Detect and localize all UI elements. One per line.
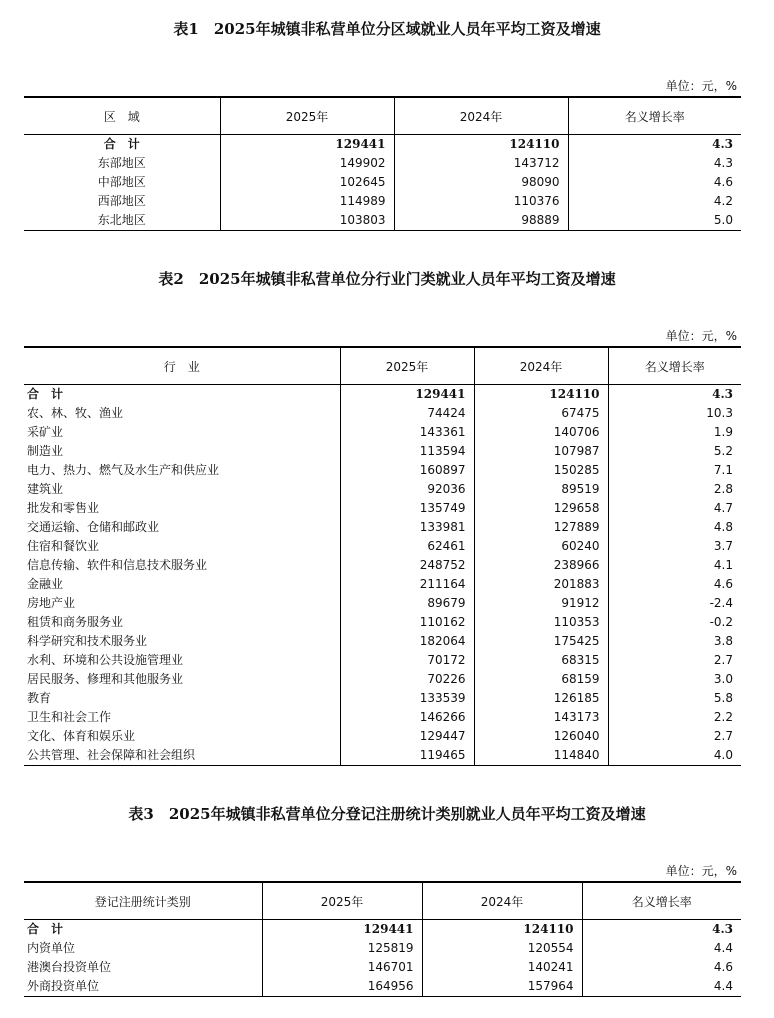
cell-value: 140706 [474,423,608,442]
table-row [24,689,741,708]
cell-value: 3.0 [608,670,741,689]
row-label: 水利、环境和公共设施管理业 [27,653,184,667]
row-label: 科学研究和技术服务业 [27,634,148,648]
table3-unit: 单位：元，% [665,864,737,878]
table-row [24,746,741,766]
cell-value: 68159 [474,670,608,689]
table1-title: 表1 2025年城镇非私营单位分区域就业人员年平均工资及增速 [173,20,601,38]
row-label: 制造业 [27,444,64,458]
cell-value: 150285 [474,461,608,480]
table3 [24,881,741,997]
cell-value: 124110 [394,135,568,155]
row-label: 东北地区 [24,211,220,231]
table-row [24,575,741,594]
cell-value: 124110 [474,385,608,405]
cell-value: 149902 [220,154,394,173]
cell-value: 140241 [422,958,582,977]
cell-value: 4.1 [608,556,741,575]
cell-value: 4.3 [608,385,741,405]
cell-value: 3.7 [608,537,741,556]
cell-value: 5.0 [568,211,741,231]
cell-value: 129658 [474,499,608,518]
cell-value: 102645 [220,173,394,192]
table3-header-row [24,882,741,920]
cell-value: 2.8 [608,480,741,499]
table-row [24,211,741,231]
table-row [24,518,741,537]
cell-value: 126185 [474,689,608,708]
table-row [24,154,741,173]
cell-value: 110376 [394,192,568,211]
table2-header-2: 2024年 [474,347,608,385]
table-total-row [24,135,741,155]
cell-value: 92036 [340,480,474,499]
table-row [24,461,741,480]
table-total-row [24,920,741,940]
cell-value: 110353 [474,613,608,632]
row-label: 电力、热力、燃气及水生产和供应业 [27,463,220,477]
cell-value: 70226 [340,670,474,689]
table-row [24,480,741,499]
table1-header-1: 2025年 [220,97,394,135]
row-label: 合 计 [27,387,64,401]
cell-value: 120554 [422,939,582,958]
cell-value: 126040 [474,727,608,746]
cell-value: 4.6 [582,958,741,977]
table3-header-3: 名义增长率 [582,882,741,920]
row-label: 信息传输、软件和信息技术服务业 [27,558,208,572]
cell-value: 143712 [394,154,568,173]
cell-value: 110162 [340,613,474,632]
cell-value: 133539 [340,689,474,708]
cell-value: 3.8 [608,632,741,651]
row-label: 房地产业 [27,596,76,610]
row-label: 教育 [27,691,52,705]
table-row [24,556,741,575]
cell-value: 5.8 [608,689,741,708]
table2-header-1: 2025年 [340,347,474,385]
cell-value: 182064 [340,632,474,651]
row-label: 农、林、牧、渔业 [27,406,124,420]
cell-value: 129447 [340,727,474,746]
cell-value: 5.2 [608,442,741,461]
row-label: 租赁和商务服务业 [27,615,124,629]
cell-value: 2.2 [608,708,741,727]
table-row [24,977,741,997]
row-label: 合 计 [27,922,64,936]
table1-header-3: 名义增长率 [568,97,741,135]
cell-value: 68315 [474,651,608,670]
table-row [24,594,741,613]
cell-value: 4.7 [608,499,741,518]
row-label: 公共管理、社会保障和社会组织 [24,746,340,766]
cell-value: 4.3 [568,135,741,155]
cell-value: 125819 [262,939,422,958]
table1-header-0: 区 域 [24,97,220,135]
row-label: 卫生和社会工作 [27,710,112,724]
table-row [24,632,741,651]
cell-value: 143173 [474,708,608,727]
table2-header-row [24,347,741,385]
cell-value: 211164 [340,575,474,594]
cell-value: 4.2 [568,192,741,211]
row-label: 文化、体育和娱乐业 [27,729,136,743]
cell-value: 143361 [340,423,474,442]
table-row [24,727,741,746]
cell-value: 89679 [340,594,474,613]
table-row [24,442,741,461]
table-row [24,670,741,689]
table2 [24,346,741,766]
row-label: 居民服务、修理和其他服务业 [27,672,184,686]
cell-value: 201883 [474,575,608,594]
row-label: 港澳台投资单位 [27,960,112,974]
table1-unit: 单位：元，% [665,79,737,93]
cell-value: 113594 [340,442,474,461]
cell-value: 4.3 [582,920,741,940]
cell-value: 4.3 [568,154,741,173]
row-label: 合 计 [103,137,140,151]
table-total-row [24,385,741,405]
row-label: 建筑业 [27,482,64,496]
cell-value: -2.4 [608,594,741,613]
row-label: 交通运输、仓储和邮政业 [27,520,160,534]
row-label: 采矿业 [27,425,64,439]
cell-value: 164956 [262,977,422,997]
cell-value: 129441 [262,920,422,940]
cell-value: 248752 [340,556,474,575]
table2-title: 表2 2025年城镇非私营单位分行业门类就业人员年平均工资及增速 [158,270,616,288]
cell-value: 10.3 [608,404,741,423]
cell-value: 107987 [474,442,608,461]
row-label: 西部地区 [97,194,146,208]
table3-title: 表3 2025年城镇非私营单位分登记注册统计类别就业人员年平均工资及增速 [128,805,646,823]
table-row [24,708,741,727]
cell-value: 129441 [220,135,394,155]
cell-value: 238966 [474,556,608,575]
cell-value: 98889 [394,211,568,231]
cell-value: 67475 [474,404,608,423]
table2-unit: 单位：元，% [665,329,737,343]
table-row [24,537,741,556]
cell-value: 175425 [474,632,608,651]
cell-value: 2.7 [608,727,741,746]
cell-value: 74424 [340,404,474,423]
cell-value: 4.6 [568,173,741,192]
table-row [24,499,741,518]
cell-value: 146266 [340,708,474,727]
row-label: 批发和零售业 [27,501,100,515]
table-row [24,651,741,670]
cell-value: 160897 [340,461,474,480]
row-label: 外商投资单位 [24,977,262,997]
cell-value: 70172 [340,651,474,670]
cell-value: -0.2 [608,613,741,632]
cell-value: 4.8 [608,518,741,537]
table-row [24,404,741,423]
cell-value: 4.6 [608,575,741,594]
row-label: 金融业 [27,577,64,591]
table1-header-2: 2024年 [394,97,568,135]
table1-header-row [24,97,741,135]
table-row [24,192,741,211]
cell-value: 2.7 [608,651,741,670]
cell-value: 89519 [474,480,608,499]
table3-header-1: 2025年 [262,882,422,920]
cell-value: 7.1 [608,461,741,480]
table-row [24,173,741,192]
row-label: 住宿和餐饮业 [27,539,100,553]
cell-value: 4.0 [608,746,741,766]
cell-value: 146701 [262,958,422,977]
cell-value: 4.4 [582,939,741,958]
cell-value: 60240 [474,537,608,556]
table3-header-0: 登记注册统计类别 [24,882,262,920]
table2-header-3: 名义增长率 [608,347,741,385]
row-label: 东部地区 [97,156,146,170]
cell-value: 4.4 [582,977,741,997]
cell-value: 124110 [422,920,582,940]
cell-value: 133981 [340,518,474,537]
cell-value: 62461 [340,537,474,556]
cell-value: 91912 [474,594,608,613]
table2-header-0: 行 业 [24,347,340,385]
cell-value: 135749 [340,499,474,518]
row-label: 中部地区 [97,175,146,189]
cell-value: 119465 [340,746,474,766]
table3-header-2: 2024年 [422,882,582,920]
cell-value: 114989 [220,192,394,211]
cell-value: 114840 [474,746,608,766]
cell-value: 98090 [394,173,568,192]
table-row [24,613,741,632]
table-row [24,958,741,977]
table1 [24,96,741,231]
cell-value: 1.9 [608,423,741,442]
cell-value: 129441 [340,385,474,405]
table-row [24,939,741,958]
table-row [24,423,741,442]
cell-value: 103803 [220,211,394,231]
row-label: 内资单位 [27,941,76,955]
cell-value: 127889 [474,518,608,537]
cell-value: 157964 [422,977,582,997]
